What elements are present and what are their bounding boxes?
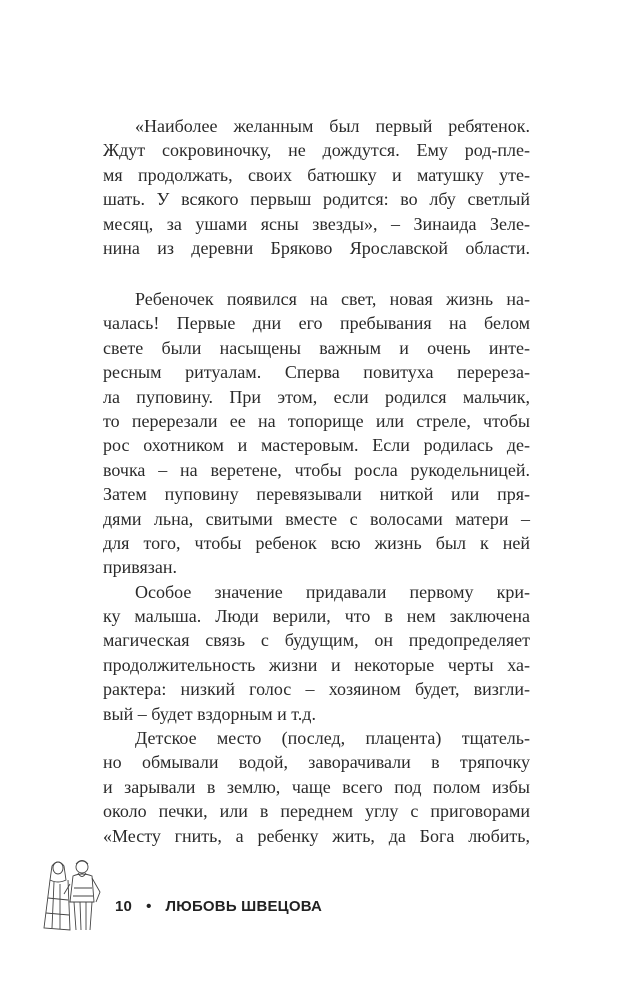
- text-line: ресным ритуалам. Сперва повитуха перереза-: [103, 362, 530, 383]
- text-line: магическая связь с будущим, он предопределяет: [103, 630, 530, 651]
- text-line: рос охотником и мастеровым. Если родилась де-: [103, 435, 530, 456]
- text-line: Ждут сокровиночку, не дождутся. Ему род-пле-: [103, 140, 530, 161]
- text-line: Особое значение придавали первому кри-: [135, 581, 530, 602]
- text-line: для того, чтобы ребенок всю жизнь был к ней: [103, 532, 530, 553]
- text-line: свете были насыщены важным и очень инте-: [103, 337, 530, 358]
- epigraph-quote: [103, 114, 530, 260]
- text-line: месяц, за ушами ясны звезды», – Зинаида Зеле-: [103, 213, 530, 234]
- text-line: Ребеночек появился на свет, новая жизнь на-: [135, 289, 530, 309]
- text-line: шать. У всякого первыш родится: во лбу светлый: [103, 189, 530, 210]
- paragraph: [103, 726, 530, 848]
- page-footer: [115, 898, 322, 915]
- text-line: «Наиболее желанным был первый ребятенок.: [135, 116, 530, 136]
- text-line: мя продолжать, своих батюшку и матушку уте-: [103, 164, 530, 185]
- text-line: «Месту гнить, а ребенку жить, да Бога любить,: [103, 825, 530, 846]
- author-name: ЛЮБОВЬ ШВЕЦОВА: [165, 898, 323, 915]
- peasant-couple-sketch-icon: [40, 858, 108, 934]
- text-line: дями льна, свитыми вместе с волосами матери –: [103, 508, 530, 529]
- paragraph: [103, 114, 530, 260]
- text-line: рактера: низкий голос – хозяином будет, визгли-: [103, 679, 530, 700]
- text-line: но обмывали водой, заворачивали в тряпочку: [103, 752, 530, 773]
- text-line: вый – будет вздорным и т.д.: [103, 703, 316, 724]
- text-line: Детское место (послед, плацента) тщатель-: [135, 728, 530, 749]
- text-line: ла пуповину. При этом, если родился мальчик,: [103, 386, 530, 407]
- text-line: Затем пуповину перевязывали ниткой или пря-: [103, 484, 530, 505]
- text-line: вочка – на веретене, чтобы росла рукодельницей.: [103, 459, 530, 480]
- page-number: 10: [115, 898, 133, 915]
- text-line: продолжительность жизни и некоторые черты ха-: [103, 654, 530, 675]
- text-line: то перерезали ее на топорище или стреле, чтобы: [103, 410, 530, 431]
- text-line: около печки, или в переднем углу с приговорами: [103, 801, 530, 822]
- footer-separator: •: [146, 898, 152, 915]
- text-line: и зарывали в землю, чаще всего под полом избы: [103, 776, 530, 797]
- paragraph: [103, 580, 530, 726]
- text-line: привязан.: [103, 557, 178, 578]
- text-line: чалась! Первые дни его пребывания на белом: [103, 313, 530, 334]
- paragraph: [103, 287, 530, 580]
- body-text: [103, 287, 530, 848]
- text-line: ку малыша. Люди верили, что в нем заключена: [103, 606, 530, 627]
- text-line: нина из деревни Бряково Ярославской области.: [103, 237, 530, 258]
